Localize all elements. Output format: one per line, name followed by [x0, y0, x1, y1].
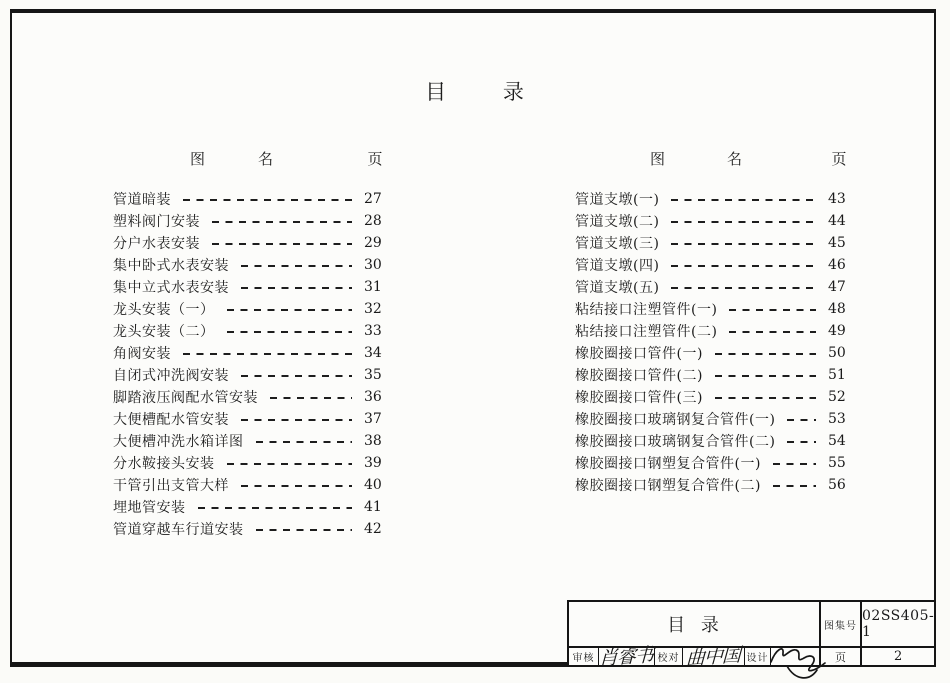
entry-page: 50 [828, 345, 846, 361]
entry-title: 橡胶圈接口玻璃钢复合管件(一) [575, 412, 776, 428]
toc-entry [575, 342, 850, 364]
entry-title: 管道穿越车行道安装 [113, 522, 244, 538]
dashed-leader [198, 507, 353, 509]
title-block [567, 600, 936, 670]
designer-signature-cell [771, 648, 819, 665]
header-drawing-char: 图 [190, 149, 206, 168]
toc-entry-list [113, 188, 386, 540]
atlas-number-label: 图集号 [821, 602, 862, 646]
page-number: 2 [862, 646, 934, 665]
entry-page: 31 [364, 279, 382, 295]
toc-entry [575, 320, 850, 342]
entry-page: 53 [828, 411, 846, 427]
entry-title: 大便槽配水管安装 [113, 412, 229, 428]
entry-page: 40 [364, 477, 382, 493]
toc-entry [113, 430, 386, 452]
dashed-leader [241, 265, 352, 267]
entry-page: 35 [364, 367, 382, 383]
dashed-leader [270, 397, 352, 399]
page-title: 目 录 [425, 80, 525, 104]
proofreader-signature-cell [683, 644, 745, 670]
reviewer-signature: 肖睿书 [599, 644, 654, 670]
entry-page: 38 [364, 433, 382, 449]
toc-entry [575, 452, 850, 474]
entry-page: 36 [364, 389, 382, 405]
toc-entry [575, 232, 850, 254]
title-block-drawing-title: 目 录 [569, 602, 821, 646]
entry-page: 34 [364, 345, 382, 361]
toc-entry [575, 298, 850, 320]
entry-page: 41 [364, 499, 382, 515]
entry-page: 30 [364, 257, 382, 273]
entry-page: 45 [828, 235, 846, 251]
proofreader-label: 校对 [657, 653, 680, 664]
entry-title: 埋地管安装 [113, 500, 186, 516]
entry-page: 43 [828, 191, 846, 207]
dashed-leader [212, 243, 352, 245]
toc-column-right [575, 147, 850, 496]
toc-entry [113, 188, 386, 210]
toc-entry [113, 452, 386, 474]
toc-entry [113, 276, 386, 298]
entry-title: 干管引出支管大样 [113, 478, 229, 494]
header-name-char: 名 [258, 149, 274, 168]
header-name-char: 名 [727, 149, 743, 168]
toc-entry [575, 430, 850, 452]
entry-title: 橡胶圈接口玻璃钢复合管件(二) [575, 434, 776, 450]
dashed-leader [671, 199, 816, 201]
entry-page: 39 [364, 455, 382, 471]
toc-entry [113, 320, 386, 342]
toc-entry [113, 408, 386, 430]
dashed-leader [227, 309, 353, 311]
dashed-leader [787, 441, 816, 443]
entry-title: 管道支墩(三) [575, 236, 660, 252]
dashed-leader [671, 221, 816, 223]
entry-title: 橡胶圈接口管件(一) [575, 346, 703, 362]
entry-title: 分户水表安装 [113, 236, 200, 252]
dashed-leader [256, 441, 353, 443]
dashed-leader [715, 375, 816, 377]
reviewer-label-cell [569, 648, 599, 665]
dashed-leader [256, 529, 353, 531]
entry-page: 42 [364, 521, 382, 537]
toc-entry [113, 254, 386, 276]
reviewer-label: 审核 [572, 653, 595, 664]
entry-page: 49 [828, 323, 846, 339]
toc-entry [575, 210, 850, 232]
entry-title: 管道暗装 [113, 192, 171, 208]
entry-title: 龙头安装（一） [113, 302, 215, 318]
entry-title: 橡胶圈接口钢塑复合管件(一) [575, 456, 761, 472]
entry-title: 粘结接口注塑管件(二) [575, 324, 718, 340]
entry-title: 脚踏液压阀配水管安装 [113, 390, 258, 406]
entry-page: 37 [364, 411, 382, 427]
entry-title: 橡胶圈接口管件(三) [575, 390, 703, 406]
entry-title: 集中卧式水表安装 [113, 258, 229, 274]
entry-title: 管道支墩(五) [575, 280, 660, 296]
toc-entry [113, 496, 386, 518]
toc-entry [113, 518, 386, 540]
dashed-leader [671, 265, 816, 267]
entry-title: 管道支墩(四) [575, 258, 660, 274]
toc-entry [575, 364, 850, 386]
dashed-leader [729, 331, 816, 333]
toc-entry [575, 408, 850, 430]
entry-page: 51 [828, 367, 846, 383]
toc-entry [113, 298, 386, 320]
dashed-leader [671, 243, 816, 245]
toc-entry [575, 276, 850, 298]
toc-column-left [113, 147, 386, 540]
proofreader-label-cell [655, 648, 683, 665]
dashed-leader [241, 419, 352, 421]
toc-entry [113, 386, 386, 408]
toc-entry [113, 232, 386, 254]
dashed-leader [241, 375, 352, 377]
dashed-leader [183, 199, 352, 201]
entry-title: 管道支墩(二) [575, 214, 660, 230]
entry-page: 48 [828, 301, 846, 317]
entry-page: 54 [828, 433, 846, 449]
entry-page: 47 [828, 279, 846, 295]
dashed-leader [671, 287, 816, 289]
entry-title: 集中立式水表安装 [113, 280, 229, 296]
reviewer-signature-cell [599, 644, 655, 670]
toc-entry [575, 474, 850, 496]
header-drawing-char: 图 [650, 149, 666, 168]
dashed-leader [241, 287, 352, 289]
toc-entry [113, 474, 386, 496]
toc-entry [113, 342, 386, 364]
entry-page: 44 [828, 213, 846, 229]
entry-page: 29 [364, 235, 382, 251]
designer-signature-scribble-icon [767, 640, 829, 682]
entry-page: 33 [364, 323, 382, 339]
entry-title: 橡胶圈接口钢塑复合管件(二) [575, 478, 761, 494]
entry-title: 角阀安装 [113, 346, 171, 362]
entry-page: 55 [828, 455, 846, 471]
entry-title: 分水鞍接头安装 [113, 456, 215, 472]
dashed-leader [227, 463, 353, 465]
entry-title: 粘结接口注塑管件(一) [575, 302, 718, 318]
entry-title: 龙头安装（二） [113, 324, 215, 340]
dashed-leader [227, 331, 353, 333]
dashed-leader [715, 397, 816, 399]
entry-page: 46 [828, 257, 846, 273]
dashed-leader [729, 309, 816, 311]
toc-entry [113, 210, 386, 232]
toc-column-header [575, 147, 850, 169]
entry-page: 32 [364, 301, 382, 317]
dashed-leader [241, 485, 352, 487]
signature-row [569, 644, 821, 670]
toc-entry [575, 254, 850, 276]
entry-page: 27 [364, 191, 382, 207]
entry-title: 管道支墩(一) [575, 192, 660, 208]
entry-title: 大便槽冲洗水箱详图 [113, 434, 244, 450]
dashed-leader [773, 463, 816, 465]
dashed-leader [787, 419, 816, 421]
proofreader-signature: 曲中国 [686, 644, 741, 670]
entry-title: 自闭式冲洗阀安装 [113, 368, 229, 384]
toc-entry [113, 364, 386, 386]
designer-label: 设计 [746, 653, 769, 664]
toc-entry-list [575, 188, 850, 496]
entry-title: 橡胶圈接口管件(二) [575, 368, 703, 384]
entry-title: 塑料阀门安装 [113, 214, 200, 230]
dashed-leader [773, 485, 816, 487]
toc-entry [575, 386, 850, 408]
dashed-leader [183, 353, 352, 355]
entry-page: 52 [828, 389, 846, 405]
entry-page: 28 [364, 213, 382, 229]
toc-entry [575, 188, 850, 210]
header-page-char: 页 [367, 149, 383, 168]
entry-page: 56 [828, 477, 846, 493]
page-label: 页 [821, 646, 862, 665]
dashed-leader [212, 221, 352, 223]
toc-column-header [113, 147, 386, 169]
header-page-char: 页 [831, 149, 847, 168]
atlas-number-value: 02SS405-1 [862, 608, 935, 640]
dashed-leader [715, 353, 816, 355]
